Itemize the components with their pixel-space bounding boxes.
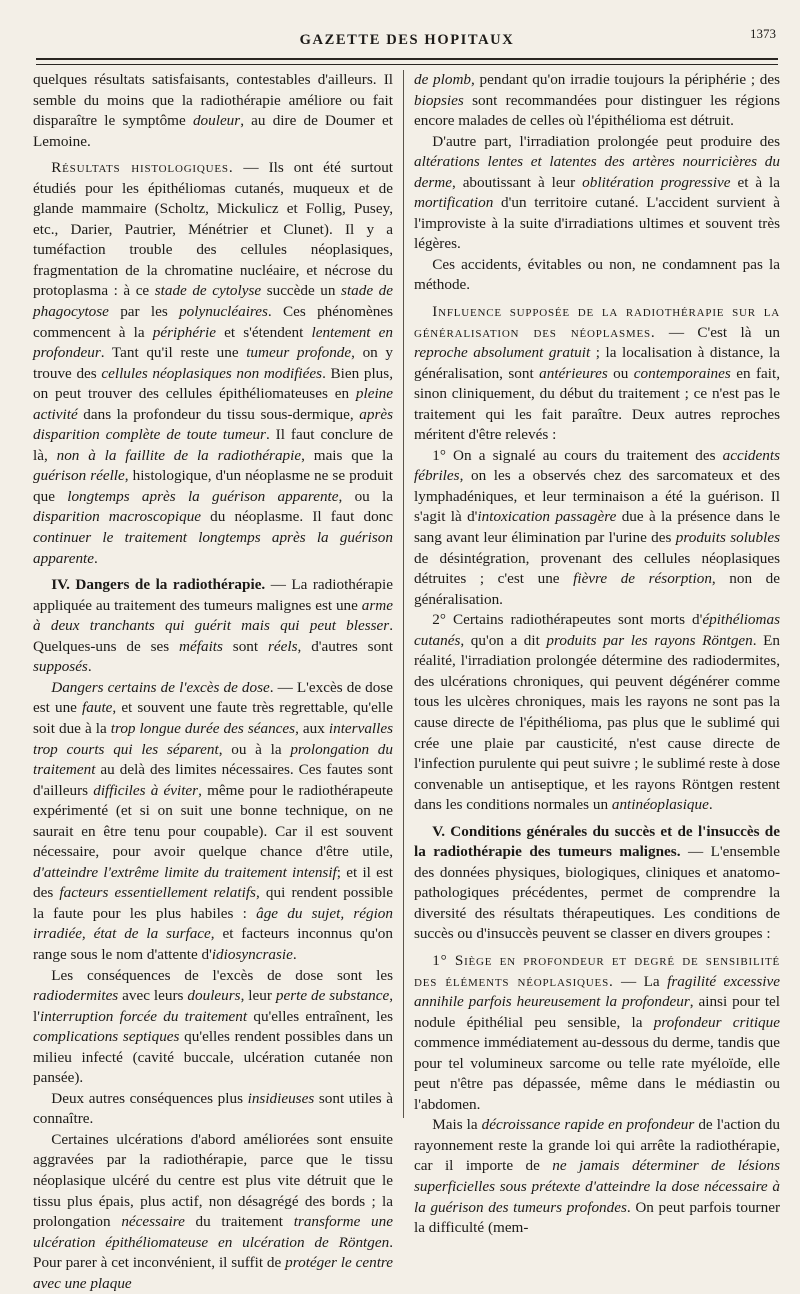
left-column xyxy=(33,70,393,1294)
section-heading: Influence supposée de la radiothérapie sur la généralisation des néoplasmes. xyxy=(414,303,780,341)
paragraph: Influence supposée de la radiothérapie sur la généralisation des néoplasmes. — C'est là un reproche absolument gratuit ; la localisation à distance, la généralisation, sont antérieures ou contemporaines en fait, sinon cliniquement, du début du traitement ; ce n'est pas le traitement qui les fait paraître. Deux autres reproches méritent d'être relevés : xyxy=(414,303,781,444)
right-column xyxy=(414,70,780,1239)
paragraph: Certaines ulcérations d'abord améliorées sont ensuite aggravées par la radiothérapie, parce que le tissu néoplasique ulcéré du centre est plus vite détruit que le tissu plus épais, plus actif, non désagrégé des bords ; la prolongation nécessaire du traitement transforme une ulcération épithéliomateuse en ulcération de Röntgen. Pour parer à cet inconvénient, il suffit de protéger le centre avec une plaque xyxy=(33,1130,393,1292)
page-number: 1373 xyxy=(750,26,776,41)
paragraph: Les conséquences de l'excès de dose sont les radiodermites avec leurs douleurs, leur perte de substance, l'interruption forcée du traitement qu'elles entraînent, les complications septiques qu'elles rendent possibles dans un milieu infecté (cavité buccale, ulcération cutanée non pansée). xyxy=(33,966,394,1087)
paragraph: Dangers certains de l'excès de dose. — L'excès de dose est une faute, et souvent une faute très regrettable, qu'elle soit due à la trop longue durée des séances, aux intervalles trop courts qui les séparent, ou à la prolongation du traitement au delà des limites nécessaires. Ces fautes sont d'ailleurs difficiles à éviter, même pour le radiothérapeute expérimenté (et si on suit une bonne technique, on ne saurait en être tenu pour coupable). Car il est souvent nécessaire, pour avoir quelque chance d'être utile, d'atteindre l'extrême limite du traitement intensif; et il est des facteurs essentiellement relatifs, qui rendent possible la faute pour les plus habiles : âge du sujet, région irradiée, état de la surface, et facteurs inconnus qu'on range sous le nom d'attente d'idiosyncrasie. xyxy=(33,678,393,963)
paragraph: Deux autres conséquences plus insidieuses sont utiles à connaître. xyxy=(33,1089,393,1128)
running-title: GAZETTE DES HOPITAUX xyxy=(299,32,515,48)
section-heading: Résultats histologiques. xyxy=(51,159,234,177)
paragraph: 2° Certains radiothérapeutes sont morts d'épithéliomas cutanés, qu'on a dit produits par les rayons Röntgen. En réalité, l'irradiation prolongée détermine des radiodermites, des ulcérations chroniques, qui peuvent dégénérer comme tous les ulcères chroniques, mais les rayons ne sont pas la cause directe de l'épithélioma, pas plus que le sublimé qui crée une plaie par causticité, n'est cause directe de l'infection purulente qui peut suivre ; le sublimé reste à dose convenable un antiseptique, et les rayons Röntgen restent dans les conditions normales un antinéoplasique. xyxy=(414,611,780,814)
paragraph: IV. Dangers de la radiothérapie. — La radiothérapie appliquée au traitement des tumeurs malignes est une arme à deux tranchants qui guérit mais qui peut blesser. Quelques-uns de ses méfaits sont réels, d'autres sont supposés. xyxy=(33,576,393,676)
page-header xyxy=(36,26,778,56)
paragraph: V. Conditions générales du succès et de l'insuccès de la radiothérapie des tumeurs malignes. — L'ensemble des données physiques, biologiques, cliniques et anatomo-pathologiques précédentes, permet de comprendre la diversité des résultats thérapeutiques. Les conditions de succès ou d'insuccès peuvent se classer en divers groupes : xyxy=(414,822,780,943)
header-rule-thick xyxy=(36,58,778,60)
section-heading: IV. Dangers de la radiothérapie. xyxy=(51,576,266,594)
paragraph: Mais la décroissance rapide en profondeur de l'action du rayonnement reste la grande loi qui arrête la radiothérapie, car il importe de ne jamais déterminer de lésions superficielles sous prétexte d'atteindre la dose nécessaire à la guérison des tumeurs profondes. On peut parfois tourner la difficulté (mem- xyxy=(414,1116,780,1237)
paragraph: de plomb, pendant qu'on irradie toujours la périphérie ; des biopsies sont recommandées pour distinguer les régions encore malades de celles où l'épithélioma est détruit. xyxy=(414,71,780,130)
paragraph: D'autre part, l'irradiation prolongée peut produire des altérations lentes et latentes des artères nourricières du derme, aboutissant à leur oblitération progressive et à la mortification d'un territoire cutané. L'accident survient à l'improviste à la suite d'irradiations ultimes et souvent très légères. xyxy=(414,132,780,253)
section-heading: V. Conditions générales du succès et de l'insuccès de la radiothérapie des tumeurs malignes. xyxy=(414,822,780,861)
header-rule-thin xyxy=(36,64,778,65)
paragraph: 1° On a signalé au cours du traitement des accidents fébriles, on les a observés chez des sarcomateux et des lymphadéniques, et leur terminaison a été la guérison. Il s'agit là d'intoxication passagère due à la présence dans le sang avant leur élimination par l'urine des produits solubles de désintégration, provenant des cellules néoplasiques détruites ; c'est une fièvre de résorption, non de généralisation. xyxy=(414,446,780,608)
paragraph: 1° Siège en profondeur et degré de sensibilité des éléments néoplasiques. — La fragilité excessive annihile parfois heureusement la profondeur, ainsi pour tel nodule épithélial peu sensible, la profondeur critique commence immédiatement au-dessous du derme, tandis que pour tel volumineux sarcome ou telle rate myéloïde, elle peut n'être pas dépassée, même dans le médiastin ou l'abdomen. xyxy=(414,951,780,1113)
column-divider xyxy=(403,70,404,1118)
subsection-heading: 1° Siège en profondeur et degré de sensibilité des éléments néoplasiques. xyxy=(414,951,780,990)
paragraph: Ces accidents, évitables ou non, ne condamnent pas la méthode. xyxy=(414,255,780,294)
subsection-heading: Dangers certains de l'excès de dose xyxy=(51,678,270,696)
paragraph: Résultats histologiques. — Ils ont été surtout étudiés pour les épithéliomas cutanés, muqueux et de glande mammaire (Scholtz, Mickulicz et Follig, Pusey, etc., Darier, Pautrier, Ménétrier et Clunet). Il y a tuméfaction trouble des cellules néoplasiques, fragmentation de la chromatine nucléaire, et nécrose du protoplasma : à ce stade de cytolyse succède un stade de phagocytose par les polynucléaires. Ces phénomènes commencent à la périphérie et s'étendent lentement en profondeur. Tant qu'il reste une tumeur profonde, on y trouve des cellules néoplasiques non modifiées. Bien plus, on peut trouver des cellules épithéliomateuses en pleine activité dans la profondeur du tissu sous-dermique, après disparition complète de toute tumeur. Il faut conclure de là, non à la faillite de la radiothérapie, mais que la guérison réelle, histologique, d'un néoplasme ne se produit que longtemps après la guérison apparente, ou la disparition macroscopique du néoplasme. Il faut donc continuer le traitement longtemps après la guérison apparente. xyxy=(33,159,394,567)
paragraph: quelques résultats satisfaisants, contestables d'ailleurs. Il semble du moins que la radiothérapie améliore ou fait disparaître le symptôme douleur, au dire de Doumer et Lemoine. xyxy=(33,71,393,150)
